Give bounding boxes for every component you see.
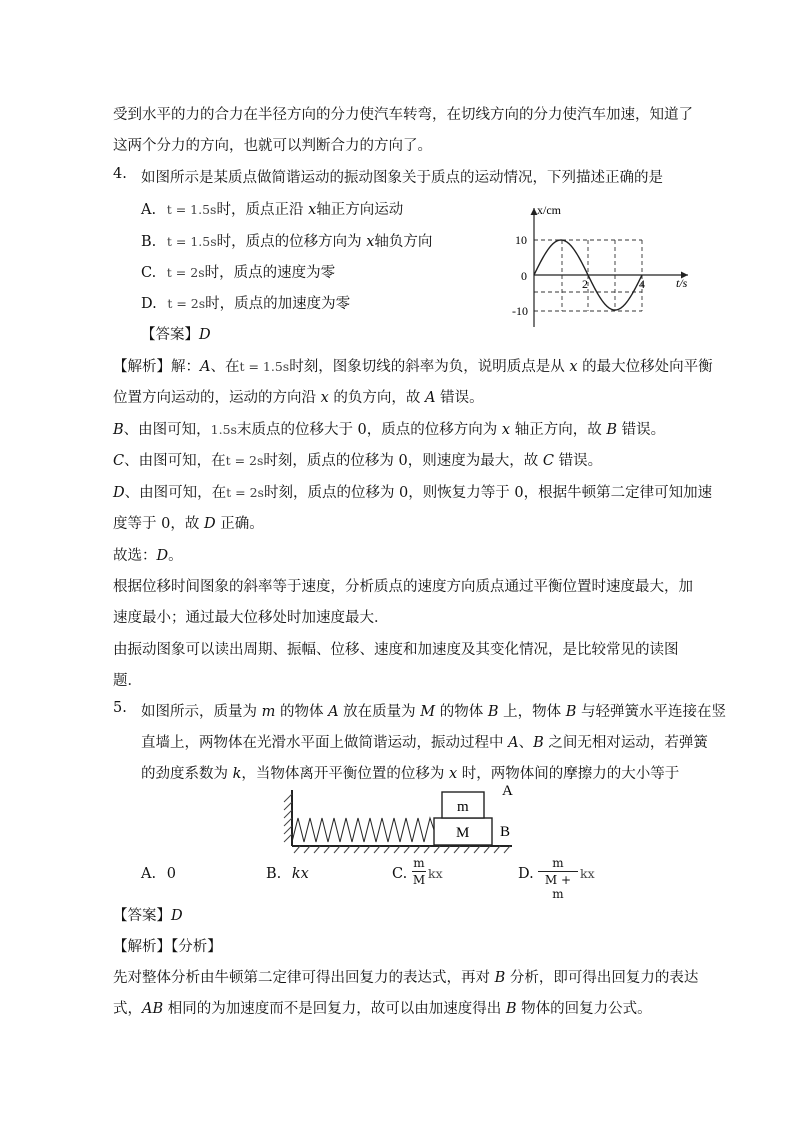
y-axis-label: x/cm [537, 203, 561, 217]
q4-option-a [141, 198, 403, 219]
analysis-line-4 [113, 449, 602, 470]
text: 的物体 [435, 704, 488, 720]
text: 错误。 [616, 422, 666, 438]
text: 时刻，图象切线的斜率为负，说明质点是从 [289, 359, 570, 375]
q5-option-d-fraction [538, 856, 578, 901]
text: 的最大位移处向平衡 [577, 359, 713, 375]
text: C [542, 453, 554, 469]
text: 相同的为加速度而不是回复力，故可以由加速度得出 [163, 1001, 506, 1017]
text: B [565, 704, 577, 720]
answer-label: 【答案】 [113, 908, 171, 924]
analysis-line-6 [113, 512, 264, 533]
time-value: t = 2s [226, 485, 264, 500]
q4-stem: 如图所示是某质点做简谐运动的振动图象关于质点的运动情况，下列描述正确的是 [141, 170, 663, 186]
text: 的物体 [275, 704, 329, 720]
text: 的负方向，故 [328, 390, 426, 406]
var-k: k [232, 766, 242, 782]
block-a-label: m [457, 799, 469, 815]
intro-line-2: 这两个分力的方向，也就可以判断合力的方向了。 [113, 138, 432, 154]
q5-option-d-letter: D. [518, 866, 534, 882]
q5-line-3 [141, 762, 679, 783]
analysis-line-8: 根据位移时间图象的斜率等于速度，分析质点的速度方向质点通过平衡位置时速度最大，加 [113, 579, 693, 595]
text: 、 [518, 735, 534, 751]
text: 、由图可知，在 [124, 453, 226, 469]
text: 末质点的位移大于 0，质点的位移方向为 [236, 422, 502, 438]
q5-option-d-tail: kx [580, 866, 595, 881]
analysis-line-2 [113, 386, 484, 407]
text: 放在质量为 [338, 704, 421, 720]
text: ，当物体离开平衡位置的位移为 [241, 766, 450, 782]
time-value: 1.5s [210, 422, 237, 437]
q5-analysis-line-2 [113, 997, 652, 1018]
q4-option-b [141, 230, 432, 251]
text: B [487, 704, 499, 720]
vibration-graph [505, 200, 695, 330]
label-a: A [502, 784, 513, 799]
text: 直墙上，两物体在光滑水平面上做简谐运动，振动过程中 [141, 735, 509, 751]
time-value: t = 2s [225, 453, 264, 468]
q5-line-1 [141, 700, 726, 721]
spring [292, 818, 434, 842]
x-axis-label: t/s [676, 276, 688, 290]
q5-line-2 [141, 731, 708, 752]
q5-number: 5. [113, 700, 127, 716]
option-text: 时，质点的加速度为零 [205, 296, 351, 312]
fraction-denominator: M + m [544, 873, 572, 901]
option-letter: A. [141, 866, 157, 882]
var-x: x [569, 359, 578, 375]
analysis-line-5 [113, 481, 712, 502]
answer-value: D [171, 908, 183, 924]
option-letter: B. [266, 866, 282, 882]
option-letter: A. [141, 202, 157, 218]
analysis-label: 【解析】 [113, 359, 171, 375]
q4-number: 4. [113, 166, 127, 182]
var-M: M [420, 704, 436, 720]
text: B [494, 970, 506, 986]
text: D [156, 548, 169, 564]
q5-analysis-label: 【解析】【分析】 [113, 939, 222, 955]
text: 之间无相对运动，若弹簧 [543, 735, 708, 751]
analysis-line-9: 速度最小；通过最大位移处时加速度最大． [113, 610, 389, 626]
text: 、由图可知，在 [124, 485, 227, 501]
block-b-label: M [456, 825, 470, 841]
option-text: 时，质点的位移方向为 [216, 234, 367, 250]
text: 时，两物体间的摩擦力的大小等于 [457, 766, 680, 782]
text: 轴正方向，故 [510, 422, 607, 438]
q5-option-c-fraction [412, 856, 426, 887]
text: 故选： [113, 548, 157, 564]
text: 错误。 [435, 390, 484, 406]
text: 位置方向运动的，运动的方向沿 [113, 390, 321, 406]
q5-option-b [266, 866, 309, 882]
text: 解： [171, 359, 200, 375]
text: D [203, 516, 216, 532]
analysis-line-10: 由振动图象可以读出周期、振幅、位移、速度和加速度及其变化情况，是比较常见的读图 [113, 642, 679, 658]
fraction-numerator: m [413, 856, 425, 870]
time-value: t = 2s [167, 296, 206, 311]
text: 与轻弹簧水平连接在竖 [576, 704, 726, 720]
text: 如图所示，质量为 [141, 704, 262, 720]
text: 正确。 [215, 516, 264, 532]
text: 先对整体分析由牛顿第二定律可得出回复力的表达式，再对 [113, 970, 495, 986]
floor-hatch [294, 846, 510, 853]
text: A [425, 390, 436, 406]
var-x: x [366, 234, 375, 250]
text: 、在 [210, 359, 240, 375]
option-text: 时，质点正沿 [216, 202, 309, 218]
time-value: t = 2s [166, 265, 205, 280]
fraction-numerator: m [552, 856, 564, 870]
x-tick-4: 4 [639, 277, 645, 291]
q5-option-c-letter: C. [392, 866, 408, 882]
wall-hatch [284, 794, 292, 842]
q4-option-c [141, 261, 335, 282]
y-tick-10: 10 [515, 233, 527, 247]
text: B [113, 422, 124, 438]
y-tick-neg10: -10 [512, 304, 528, 318]
answer-value: D [199, 327, 211, 343]
y-tick-0: 0 [521, 269, 527, 283]
label-b: B [500, 824, 511, 840]
option-letter: C. [141, 265, 157, 281]
analysis-line-3 [113, 418, 665, 439]
text: 。 [168, 548, 183, 564]
analysis-line-1 [113, 355, 713, 376]
option-value: 0 [166, 866, 176, 882]
text: A [508, 735, 519, 751]
text: 时刻，质点的位移为 0，则速度为最大，故 [263, 453, 543, 469]
q5-option-a [141, 866, 176, 882]
option-letter: B. [141, 234, 157, 250]
fraction-denominator: M [412, 873, 426, 887]
text: 时刻，质点的位移为 0，则恢复力等于 0，根据牛顿第二定律可知加速 [263, 485, 713, 501]
spring-block-figure [278, 784, 523, 856]
option-text: 轴正方向运动 [316, 202, 404, 218]
text: 错误。 [553, 453, 603, 469]
text: 物体的回复力公式。 [516, 1001, 652, 1017]
text: 上，物体 [498, 704, 566, 720]
q4-option-d [141, 292, 350, 313]
text: B [606, 422, 617, 438]
analysis-line-7 [113, 544, 183, 565]
var-m: m [261, 704, 276, 720]
var-x: x [501, 422, 511, 438]
x-tick-2: 2 [582, 277, 588, 291]
text: D [113, 485, 125, 501]
text: C [113, 453, 125, 469]
option-text: 时，质点的速度为零 [204, 265, 336, 281]
intro-line-1: 受到水平的力的合力在半径方向的分力使汽车转弯，在切线方向的分力使汽车加速，知道了 [113, 107, 693, 123]
time-value: t = 1.5s [166, 234, 217, 249]
q5-analysis-line-1 [113, 966, 698, 987]
var-x: x [308, 202, 317, 218]
time-value: t = 1.5s [239, 359, 290, 374]
q4-answer [141, 323, 211, 344]
option-text: 轴负方向 [374, 234, 433, 250]
analysis-line-11: 题． [113, 673, 142, 689]
option-letter: D. [141, 296, 157, 312]
text: 度等于 0，故 [113, 516, 204, 532]
text: AB [142, 1001, 164, 1017]
option-value: kx [291, 866, 309, 882]
var-x: x [320, 390, 329, 406]
text: 、由图可知， [123, 422, 211, 438]
text: B [505, 1001, 517, 1017]
text: A [328, 704, 339, 720]
answer-label: 【答案】 [141, 327, 199, 343]
text: 的劲度系数为 [141, 766, 233, 782]
text: 分析，即可得出回复力的表达 [505, 970, 699, 986]
text: 式， [113, 1001, 142, 1017]
text: A [200, 359, 211, 375]
q5-answer [113, 904, 183, 925]
q5-option-c-tail: kx [428, 866, 443, 881]
var-x: x [449, 766, 458, 782]
time-value: t = 1.5s [166, 202, 217, 217]
text: B [533, 735, 544, 751]
